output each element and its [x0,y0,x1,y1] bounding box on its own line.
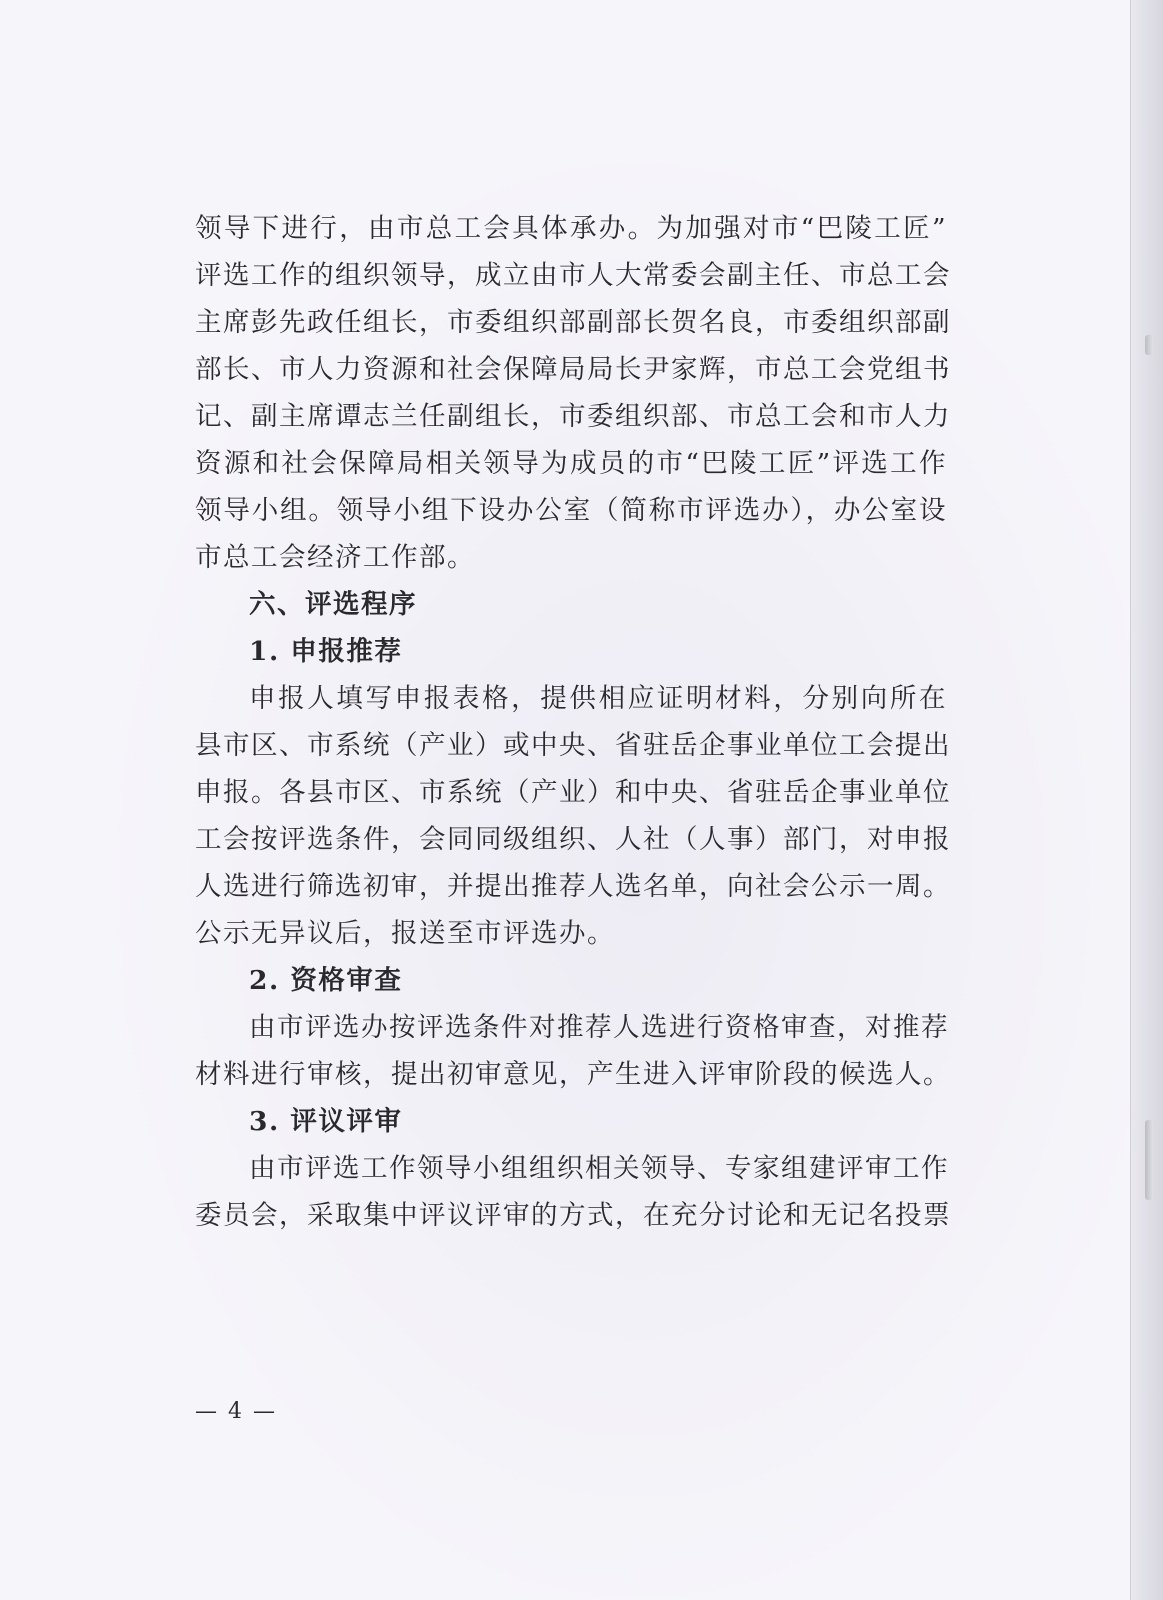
paragraph-line: 领导下进行，由市总工会具体承办。为加强对市“巴陵工匠” [195,213,947,244]
paragraph-line: 县市区、市系统（产业）或中央、省驻岳企事业单位工会提出 [195,730,951,761]
staple-mark [1145,335,1153,355]
subsection-title: 1. 申报推荐 [249,636,403,667]
subsection-title: 3. 评议评审 [249,1106,403,1137]
paragraph-line: 申报。各县市区、市系统（产业）和中央、省驻岳企事业单位 [195,777,951,808]
paragraph-line: 记、副主席谭志兰任副组长，市委组织部、市总工会和市人力 [195,401,951,432]
paragraph-line: 工会按评选条件，会同同级组织、人社（人事）部门，对申报 [195,824,951,855]
paragraph-line: 领导小组。领导小组下设办公室（简称市评选办），办公室设 [195,495,947,526]
section-heading: 六、评选程序 [249,589,417,620]
paragraph-line: 由市评选工作领导小组组织相关领导、专家组建评审工作 [249,1153,949,1184]
paragraph-line: 委员会，采取集中评议评审的方式，在充分讨论和无记名投票 [195,1200,951,1231]
paragraph-line: 部长、市人力资源和社会保障局局长尹家辉，市总工会党组书 [195,354,951,385]
paragraph-line: 评选工作的组织领导，成立由市人大常委会副主任、市总工会 [195,260,951,291]
paragraph-line: 公示无异议后，报送至市评选办。 [195,918,615,949]
page-binding-edge [1130,0,1163,1600]
paragraph-line: 市总工会经济工作部。 [195,542,475,573]
subsection-title: 2. 资格审查 [249,965,403,996]
staple-mark [1145,1120,1153,1200]
page-number: — 4 — [195,1399,277,1424]
paragraph-line: 主席彭先政任组长，市委组织部副部长贺名良，市委组织部副 [195,307,951,338]
body-text [195,205,951,1239]
paragraph-line: 由市评选办按评选条件对推荐人选进行资格审查，对推荐 [249,1012,949,1043]
paragraph-line: 申报人填写申报表格，提供相应证明材料，分别向所在 [249,683,947,714]
paragraph-line: 人选进行筛选初审，并提出推荐人选名单，向社会公示一周。 [195,871,951,902]
paragraph-line: 资源和社会保障局相关领导为成员的市“巴陵工匠”评选工作 [195,448,947,479]
paragraph-line: 材料进行审核，提出初审意见，产生进入评审阶段的候选人。 [195,1059,951,1090]
